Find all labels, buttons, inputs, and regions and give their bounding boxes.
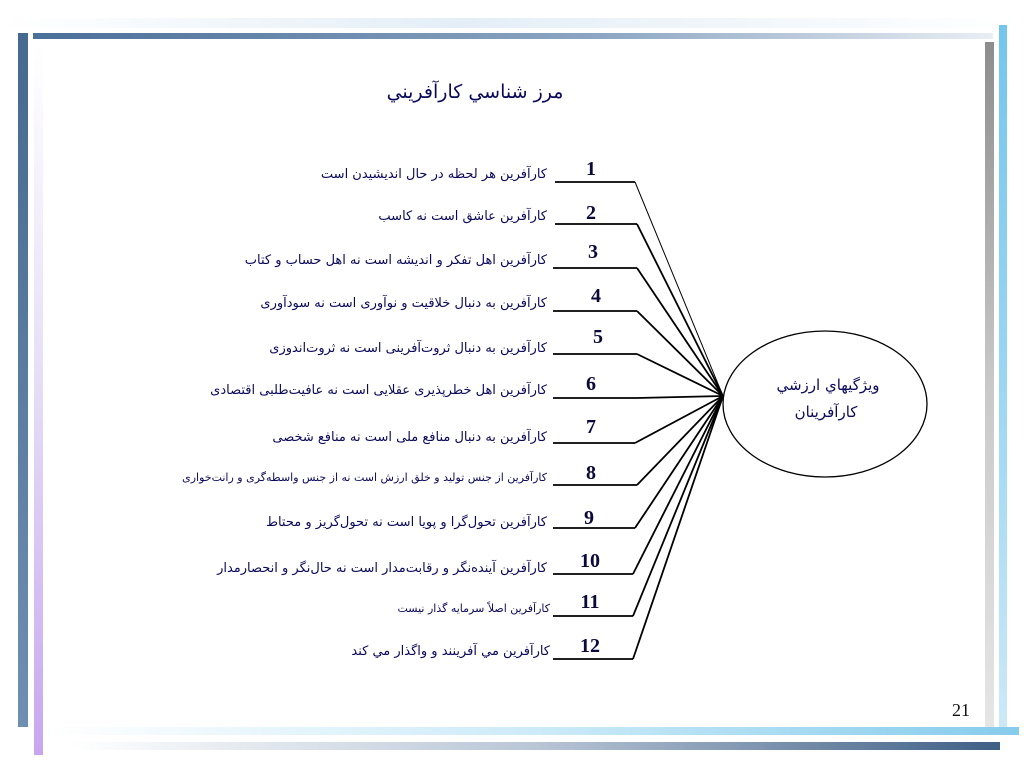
connector-line: [637, 311, 723, 396]
connector-line: [633, 396, 723, 659]
connector-line: [637, 396, 723, 485]
item-list: [182, 158, 603, 659]
item-text: كارآفرين هر لحظه در حال انديشيدن است: [320, 167, 547, 182]
item-text: كارآفرين به دنبال منافع ملی است نه منافع شخصی: [272, 430, 547, 445]
item-number: 1: [586, 158, 596, 180]
connector-lines: [553, 182, 723, 659]
item-text: كارآفرين به دنبال خلاقيت و نوآوری است نه سودآوری: [260, 296, 547, 311]
item-text: كارآفرين تحول‌گرا و پويا است نه تحول‌گريز و محتاط: [265, 515, 547, 530]
item-text: كارآفرين مي آفرينند و واگذار مي كند: [351, 644, 550, 659]
item-text: كارآفرين عاشق است نه كاسب: [378, 209, 547, 224]
connector-line: [637, 224, 723, 396]
connector-line: [635, 396, 723, 528]
item-number: 10: [580, 550, 600, 572]
connector-line: [637, 396, 723, 398]
center-label-line-2: كارآفرينان: [794, 403, 858, 421]
item-number: 4: [591, 285, 601, 307]
item-text: كارآفرين اهل خطرپذيری عقلايی است نه عافيت‌طلبی اقتصادی: [210, 383, 547, 398]
item-text: كارآفرين از جنس توليد و خلق ارزش است نه از جنس واسطه‌گری و رانت‌خواری: [182, 471, 547, 484]
item-number: 8: [586, 462, 596, 484]
item-number: 5: [593, 326, 603, 348]
center-label-line-1: ويژگيهاي ارزشي: [776, 376, 880, 394]
item-text: كارآفرين به دنبال ثروت‌آفرينی است نه ثروت‌اندوزی: [269, 341, 547, 356]
item-number: 11: [580, 591, 600, 613]
item-number: 12: [580, 635, 600, 657]
item-number: 9: [584, 507, 594, 529]
connector-line: [633, 396, 723, 616]
item-text: كارآفرين آينده‌نگر و رقابت‌مدار است نه حال‌نگر و انحصارمدار: [217, 561, 547, 576]
item-number: 7: [586, 416, 596, 438]
slide-title: مرز شناسي كارآفريني: [386, 81, 564, 103]
page-number: 21: [952, 700, 970, 720]
item-text: كارآفرين اهل تفكر و انديشه است نه اهل حساب و كتاب: [244, 253, 547, 268]
connector-line: [637, 354, 723, 396]
item-text: كارآفرين اصلاً سرمايه گذار نيست: [397, 602, 550, 615]
connector-line: [633, 396, 723, 574]
connector-line: [637, 268, 723, 396]
item-number: 6: [586, 373, 596, 395]
connector-line: [635, 182, 723, 396]
item-number: 2: [586, 202, 596, 224]
item-number: 3: [588, 241, 598, 263]
